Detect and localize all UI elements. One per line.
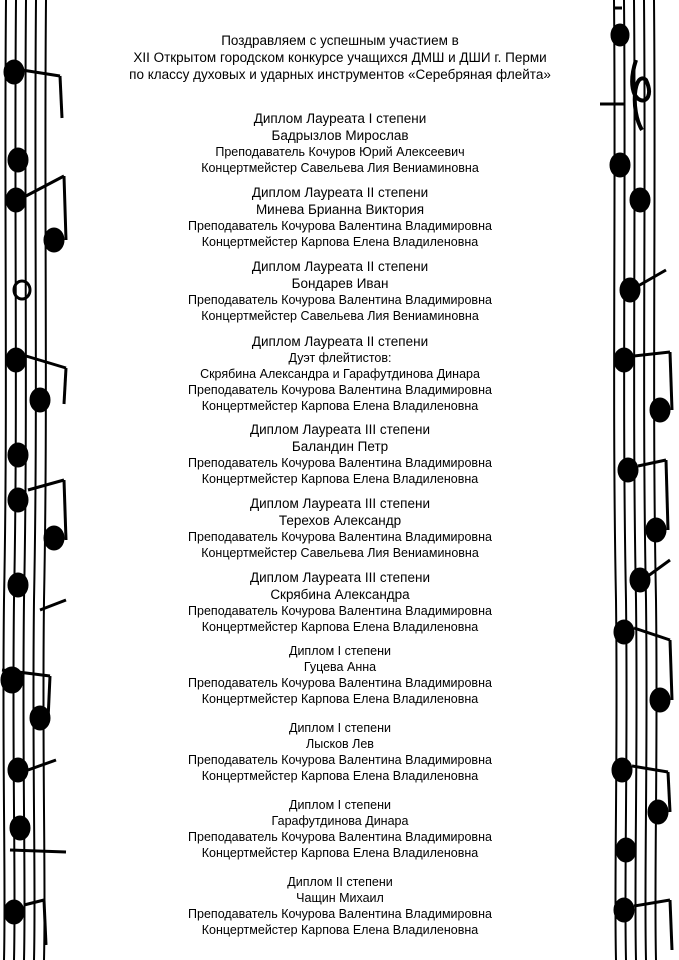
group-label: Дуэт флейтистов:: [288, 351, 392, 365]
award-title: Диплом II степени: [287, 875, 393, 889]
accompanist-line: Концертмейстер Карпова Елена Владиленовна: [201, 620, 479, 634]
award-entry: [90, 720, 590, 784]
winner-name: Бадрызлов Мирослав: [271, 128, 409, 143]
header-line-2: XII Открытом городском конкурсе учащихся ДМШ и ДШИ г. Перми: [133, 50, 547, 65]
header-line-1: Поздравляем с успешным участием в: [221, 33, 459, 48]
winner-name: Скрябина Александра: [270, 587, 410, 602]
winner-name: Бондарев Иван: [291, 276, 389, 291]
winner-name: Минева Брианна Виктория: [255, 202, 425, 217]
teacher-line: Преподаватель Кочурова Валентина Владимировна: [188, 383, 492, 397]
accompanist-line: Концертмейстер Карпова Елена Владиленовна: [201, 472, 479, 486]
right-music-staff-decoration: [600, 0, 679, 960]
award-entry: [90, 184, 590, 250]
teacher-line: Преподаватель Кочурова Валентина Владимировна: [188, 530, 492, 544]
accompanist-line: Концертмейстер Савельева Лия Вениаминовна: [201, 546, 479, 560]
winner-name: Чащин Михаил: [296, 891, 384, 905]
award-entry: [90, 258, 590, 324]
award-title: Диплом I степени: [288, 798, 391, 812]
accompanist-line: Концертмейстер Савельева Лия Вениаминовна: [201, 309, 479, 323]
teacher-line: Преподаватель Кочурова Валентина Владимировна: [188, 604, 492, 618]
award-entry: [90, 333, 590, 414]
award-title: Диплом Лауреата III степени: [249, 496, 430, 511]
award-entry: [90, 874, 590, 938]
teacher-line: Преподаватель Кочурова Валентина Владимировна: [188, 830, 492, 844]
accompanist-line: Концертмейстер Савельева Лия Вениаминовна: [201, 161, 479, 175]
teacher-line: Преподаватель Кочурова Валентина Владимировна: [188, 456, 492, 470]
teacher-line: Преподаватель Кочуров Юрий Алексеевич: [215, 145, 465, 159]
award-entry: [90, 569, 590, 635]
left-music-staff-decoration: [0, 0, 70, 960]
award-entry: [90, 421, 590, 487]
accompanist-line: Концертмейстер Карпова Елена Владиленовна: [201, 923, 479, 937]
accompanist-line: Концертмейстер Карпова Елена Владиленовна: [201, 846, 479, 860]
award-title: Диплом Лауреата II степени: [251, 334, 429, 349]
award-title: Диплом Лауреата III степени: [249, 422, 430, 437]
award-title: Диплом I степени: [288, 721, 391, 735]
teacher-line: Преподаватель Кочурова Валентина Владимировна: [188, 753, 492, 767]
award-title: Диплом Лауреата II степени: [251, 259, 429, 274]
award-title: Диплом I степени: [288, 644, 391, 658]
winner-name: Лысков Лев: [306, 737, 374, 751]
award-entry: [90, 495, 590, 561]
teacher-line: Преподаватель Кочурова Валентина Владимировна: [188, 907, 492, 921]
award-title: Диплом Лауреата I степени: [253, 111, 427, 126]
congratulation-header: [90, 32, 590, 83]
award-entry: [90, 643, 590, 707]
accompanist-line: Концертмейстер Карпова Елена Владиленовна: [201, 692, 479, 706]
winner-name: Гуцева Анна: [303, 660, 377, 674]
accompanist-line: Концертмейстер Карпова Елена Владиленовна: [201, 235, 479, 249]
note-head: [5, 61, 23, 83]
accompanist-line: Концертмейстер Карпова Елена Владиленовна: [201, 769, 479, 783]
teacher-line: Преподаватель Кочурова Валентина Владимировна: [188, 676, 492, 690]
teacher-line: Преподаватель Кочурова Валентина Владимировна: [188, 293, 492, 307]
award-entry: [90, 797, 590, 861]
accompanist-line: Концертмейстер Карпова Елена Владиленовна: [201, 399, 479, 413]
award-title: Диплом Лауреата III степени: [249, 570, 430, 585]
winner-name: Баландин Петр: [291, 439, 389, 454]
award-entry: [90, 110, 590, 176]
award-title: Диплом Лауреата II степени: [251, 185, 429, 200]
winner-name: Терехов Александр: [278, 513, 402, 528]
header-line-3: по классу духовых и ударных инструментов «Серебряная флейта»: [129, 67, 551, 82]
winner-name: Скрябина Александра и Гарафутдинова Динара: [200, 367, 480, 381]
teacher-line: Преподаватель Кочурова Валентина Владимировна: [188, 219, 492, 233]
winner-name: Гарафутдинова Динара: [271, 814, 409, 828]
